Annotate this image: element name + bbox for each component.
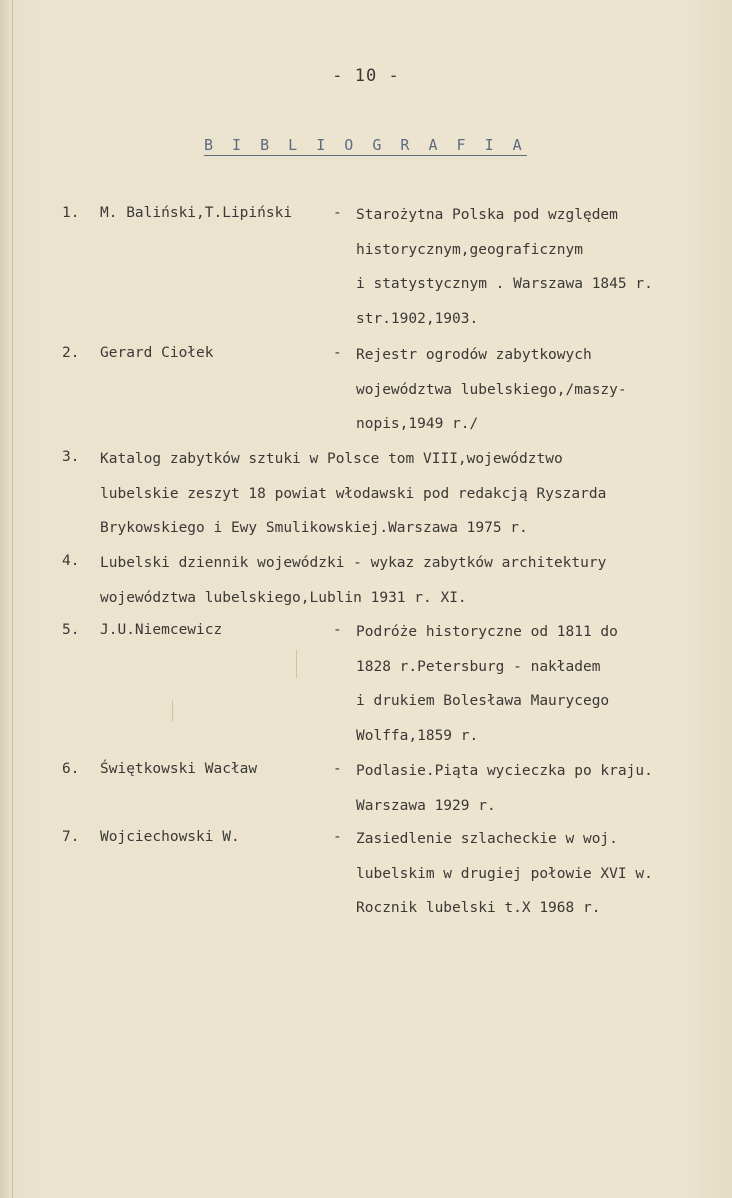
entry-description: [356, 338, 627, 442]
entry-line: str.1902,1903.: [356, 310, 479, 327]
entry-dash: -: [333, 761, 342, 777]
entry-number: 7.: [62, 829, 80, 845]
entry-line: Brykowskiego i Ewy Smulikowskiej.Warszawa 1975 r.: [100, 520, 528, 536]
entry-description: [100, 442, 606, 546]
page-number: - 10 -: [332, 66, 400, 86]
entry-line: nopis,1949 r./: [356, 416, 479, 432]
entry-description: [356, 198, 653, 336]
entry-line: i drukiem Bolesława Maurycego: [356, 693, 610, 709]
entry-line: Podróże historyczne od 1811 do: [356, 624, 618, 640]
entry-description: [356, 615, 618, 753]
entry-author: Wojciechowski W.: [100, 829, 240, 845]
page-margin-line: [12, 0, 13, 1198]
page-title: B I B L I O G R A F I A: [204, 136, 527, 154]
entry-line: lubelskim w drugiej połowie XVI w.: [356, 865, 653, 882]
entry-number: 2.: [62, 345, 80, 361]
entry-line: Lubelski dziennik wojewódzki - wykaz zabytków architektury: [100, 555, 607, 571]
entry-author: J.U.Niemcewicz: [100, 622, 223, 638]
entry-line: lubelskie zeszyt 18 powiat włodawski pod redakcją Ryszarda: [100, 485, 607, 502]
entry-line: Starożytna Polska pod względem: [356, 207, 618, 223]
entry-number: 3.: [62, 449, 80, 465]
entry-dash: -: [333, 345, 342, 361]
entry-number: 6.: [62, 761, 80, 777]
entry-line: województwa lubelskiego,Lublin 1931 r. XI.: [100, 589, 467, 606]
entry-line: Podlasie.Piąta wycieczka po kraju.: [356, 763, 653, 779]
entry-number: 4.: [62, 553, 80, 569]
entry-number: 1.: [62, 205, 80, 221]
entry-line: Warszawa 1929 r.: [356, 797, 496, 814]
entry-author: Gerard Ciołek: [100, 345, 214, 361]
entry-line: Rejestr ogrodów zabytkowych: [356, 347, 592, 363]
entry-line: Katalog zabytków sztuki w Polsce tom VIII,województwo: [100, 451, 563, 467]
entry-line: historycznym,geograficznym: [356, 241, 583, 258]
entry-number: 5.: [62, 622, 80, 638]
pencil-mark: [296, 650, 297, 678]
pencil-mark: [172, 700, 173, 722]
entry-line: Wolffa,1859 r.: [356, 727, 479, 744]
entry-dash: -: [333, 829, 342, 845]
entry-description: [100, 546, 606, 615]
entry-description: [356, 822, 653, 926]
entry-description: [356, 754, 653, 823]
entry-author: M. Baliński,T.Lipiński: [100, 205, 293, 221]
entry-line: Zasiedlenie szlacheckie w woj.: [356, 831, 618, 847]
entry-line: Rocznik lubelski t.X 1968 r.: [356, 900, 601, 916]
entry-author: Świętkowski Wacław: [100, 761, 258, 777]
entry-dash: -: [333, 622, 342, 638]
entry-line: województwa lubelskiego,/maszy-: [356, 381, 627, 398]
entry-dash: -: [333, 205, 342, 221]
entry-line: i statystycznym . Warszawa 1845 r.: [356, 276, 653, 292]
entry-line: 1828 r.Petersburg - nakładem: [356, 658, 601, 675]
